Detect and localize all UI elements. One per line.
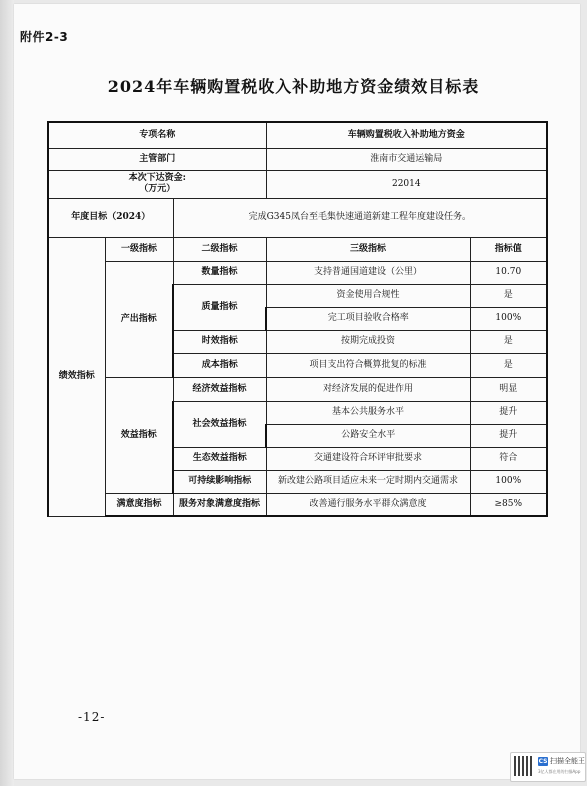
value-cell: 是 xyxy=(470,330,547,353)
level3-cell: 对经济发展的促进作用 xyxy=(266,377,470,401)
scanner-watermark xyxy=(510,752,586,782)
fund-value: 22014 xyxy=(266,170,547,198)
level3-cell: 按期完成投资 xyxy=(266,330,470,353)
level2-cell: 质量指标 xyxy=(173,284,266,330)
level3-cell: 基本公共服务水平 xyxy=(266,401,470,424)
level2-cell: 时效指标 xyxy=(173,330,266,353)
project-name-label: 专项名称 xyxy=(48,122,266,148)
group-benefit: 效益指标 xyxy=(105,377,173,493)
header-level1: 一级指标 xyxy=(105,237,173,261)
level3-cell: 改善通行服务水平群众满意度 xyxy=(266,493,470,516)
page-number: -12- xyxy=(78,710,106,724)
header-level2: 二级指标 xyxy=(173,237,266,261)
table-row xyxy=(48,170,547,198)
level2-cell: 数量指标 xyxy=(173,261,266,284)
scanner-logo: CS xyxy=(538,758,548,765)
value-cell: ≥85% xyxy=(470,493,547,516)
department-label: 主管部门 xyxy=(48,148,266,170)
header-value: 指标值 xyxy=(470,237,547,261)
level3-cell: 新改建公路项目适应未来一定时期内交通需求 xyxy=(266,470,470,493)
performance-goals-table xyxy=(47,121,548,517)
annual-goal-value: 完成G345凤台至毛集快速通道新建工程年度建设任务。 xyxy=(173,198,547,237)
level3-cell: 项目支出符合概算批复的标准 xyxy=(266,353,470,377)
level3-cell: 支持普通国道建设（公里） xyxy=(266,261,470,284)
annual-goal-label: 年度目标（2024） xyxy=(48,198,173,237)
annex-label: 附件2-3 xyxy=(20,30,69,44)
level2-cell: 社会效益指标 xyxy=(173,401,266,447)
qr-code-icon xyxy=(514,756,534,776)
level3-cell: 公路安全水平 xyxy=(266,424,470,447)
value-cell: 100% xyxy=(470,307,547,330)
level3-cell: 交通建设符合环评审批要求 xyxy=(266,447,470,470)
fund-label-unit: （万元） xyxy=(139,184,176,194)
level2-cell: 经济效益指标 xyxy=(173,377,266,401)
document-title: 2024年车辆购置税收入补助地方资金绩效目标表 xyxy=(107,77,480,96)
level2-cell: 成本指标 xyxy=(173,353,266,377)
level2-cell: 可持续影响指标 xyxy=(173,470,266,493)
table-row xyxy=(48,122,547,148)
value-cell: 明显 xyxy=(470,377,547,401)
scanner-tagline: 3亿人都在用的扫描App xyxy=(538,769,581,774)
table-row xyxy=(48,198,547,237)
value-cell: 100% xyxy=(470,470,547,493)
value-cell: 提升 xyxy=(470,424,547,447)
header-level3: 三级指标 xyxy=(266,237,470,261)
group-satisfaction: 满意度指标 xyxy=(105,493,173,516)
level3-cell: 完工项目验收合格率 xyxy=(266,307,470,330)
table-row xyxy=(48,493,547,516)
performance-indicators-label: 绩效指标 xyxy=(48,237,105,516)
level3-cell: 资金使用合规性 xyxy=(266,284,470,307)
fund-label xyxy=(48,170,266,198)
fund-label-line1: 本次下达资金: xyxy=(128,173,186,183)
group-output: 产出指标 xyxy=(105,261,173,377)
table-row xyxy=(48,261,547,284)
table-row xyxy=(48,377,547,401)
value-cell: 是 xyxy=(470,284,547,307)
table-row xyxy=(48,148,547,170)
level2-cell: 服务对象满意度指标 xyxy=(173,493,266,516)
scanner-name: 扫描全能王 xyxy=(550,757,585,765)
value-cell: 是 xyxy=(470,353,547,377)
table-header-row xyxy=(48,237,547,261)
page-edge xyxy=(0,0,14,786)
level2-cell: 生态效益指标 xyxy=(173,447,266,470)
department-value: 淮南市交通运输局 xyxy=(266,148,547,170)
value-cell: 提升 xyxy=(470,401,547,424)
project-name-value: 车辆购置税收入补助地方资金 xyxy=(266,122,547,148)
value-cell: 10.70 xyxy=(470,261,547,284)
value-cell: 符合 xyxy=(470,447,547,470)
